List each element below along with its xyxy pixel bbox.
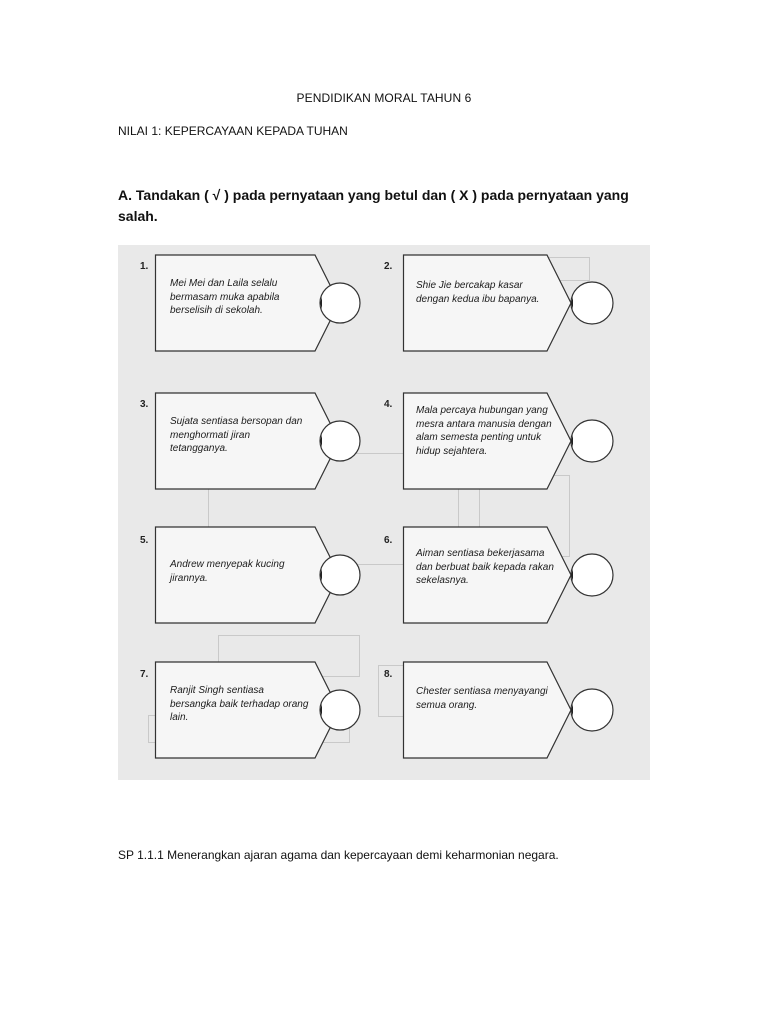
item-number: 8. bbox=[384, 669, 393, 680]
statement-text: Ranjit Singh sentiasa bersangka baik terhadap orang lain. bbox=[170, 685, 309, 723]
item-number: 6. bbox=[384, 535, 393, 546]
statement-text: Aiman sentiasa bekerjasama dan berbuat baik kepada rakan sekelasnya. bbox=[416, 548, 554, 586]
answer-circle[interactable] bbox=[320, 421, 360, 461]
item-number: 5. bbox=[140, 535, 149, 546]
question-card-4 bbox=[402, 391, 627, 491]
question-card-1 bbox=[154, 253, 359, 353]
answer-circle[interactable] bbox=[320, 555, 360, 595]
worksheet-scan bbox=[118, 245, 650, 780]
statement-text: Mei Mei dan Laila selalu bermasam muka apabila berselisih di sekolah. bbox=[170, 278, 280, 316]
statement-text: Mala percaya hubungan yang mesra antara manusia dengan alam semesta penting untuk hidup sejahtera. bbox=[416, 405, 552, 457]
question-card-5 bbox=[154, 525, 359, 625]
question-card-7 bbox=[154, 660, 359, 760]
answer-circle[interactable] bbox=[571, 689, 613, 731]
section-title: NILAI 1: KEPERCAYAAN KEPADA TUHAN bbox=[118, 124, 348, 138]
statement-text: Sujata sentiasa bersopan dan menghormati jiran tetangganya. bbox=[170, 416, 303, 454]
statement-text: Shie Jie bercakap kasar dengan kedua ibu bapanya. bbox=[416, 280, 540, 305]
statement-text: Andrew menyepak kucing jirannya. bbox=[170, 559, 285, 584]
answer-circle[interactable] bbox=[571, 420, 613, 462]
answer-circle[interactable] bbox=[320, 690, 360, 730]
item-number: 4. bbox=[384, 399, 393, 410]
item-number: 3. bbox=[140, 399, 149, 410]
item-number: 7. bbox=[140, 669, 149, 680]
answer-circle[interactable] bbox=[571, 554, 613, 596]
item-number: 1. bbox=[140, 261, 149, 272]
question-card-3 bbox=[154, 391, 359, 491]
item-number: 2. bbox=[384, 261, 393, 272]
statement-text: Chester sentiasa menyayangi semua orang. bbox=[416, 686, 548, 711]
answer-circle[interactable] bbox=[320, 283, 360, 323]
page-title: PENDIDIKAN MORAL TAHUN 6 bbox=[296, 91, 472, 105]
question-card-2 bbox=[402, 253, 627, 353]
footer-standard: SP 1.1.1 Menerangkan ajaran agama dan kepercayaan demi keharmonian negara. bbox=[118, 848, 559, 862]
question-card-8 bbox=[402, 660, 627, 760]
instruction-text: A. Tandakan ( √ ) pada pernyataan yang betul dan ( X ) pada pernyataan yang salah. bbox=[118, 187, 629, 224]
answer-circle[interactable] bbox=[571, 282, 613, 324]
question-card-6 bbox=[402, 525, 627, 625]
